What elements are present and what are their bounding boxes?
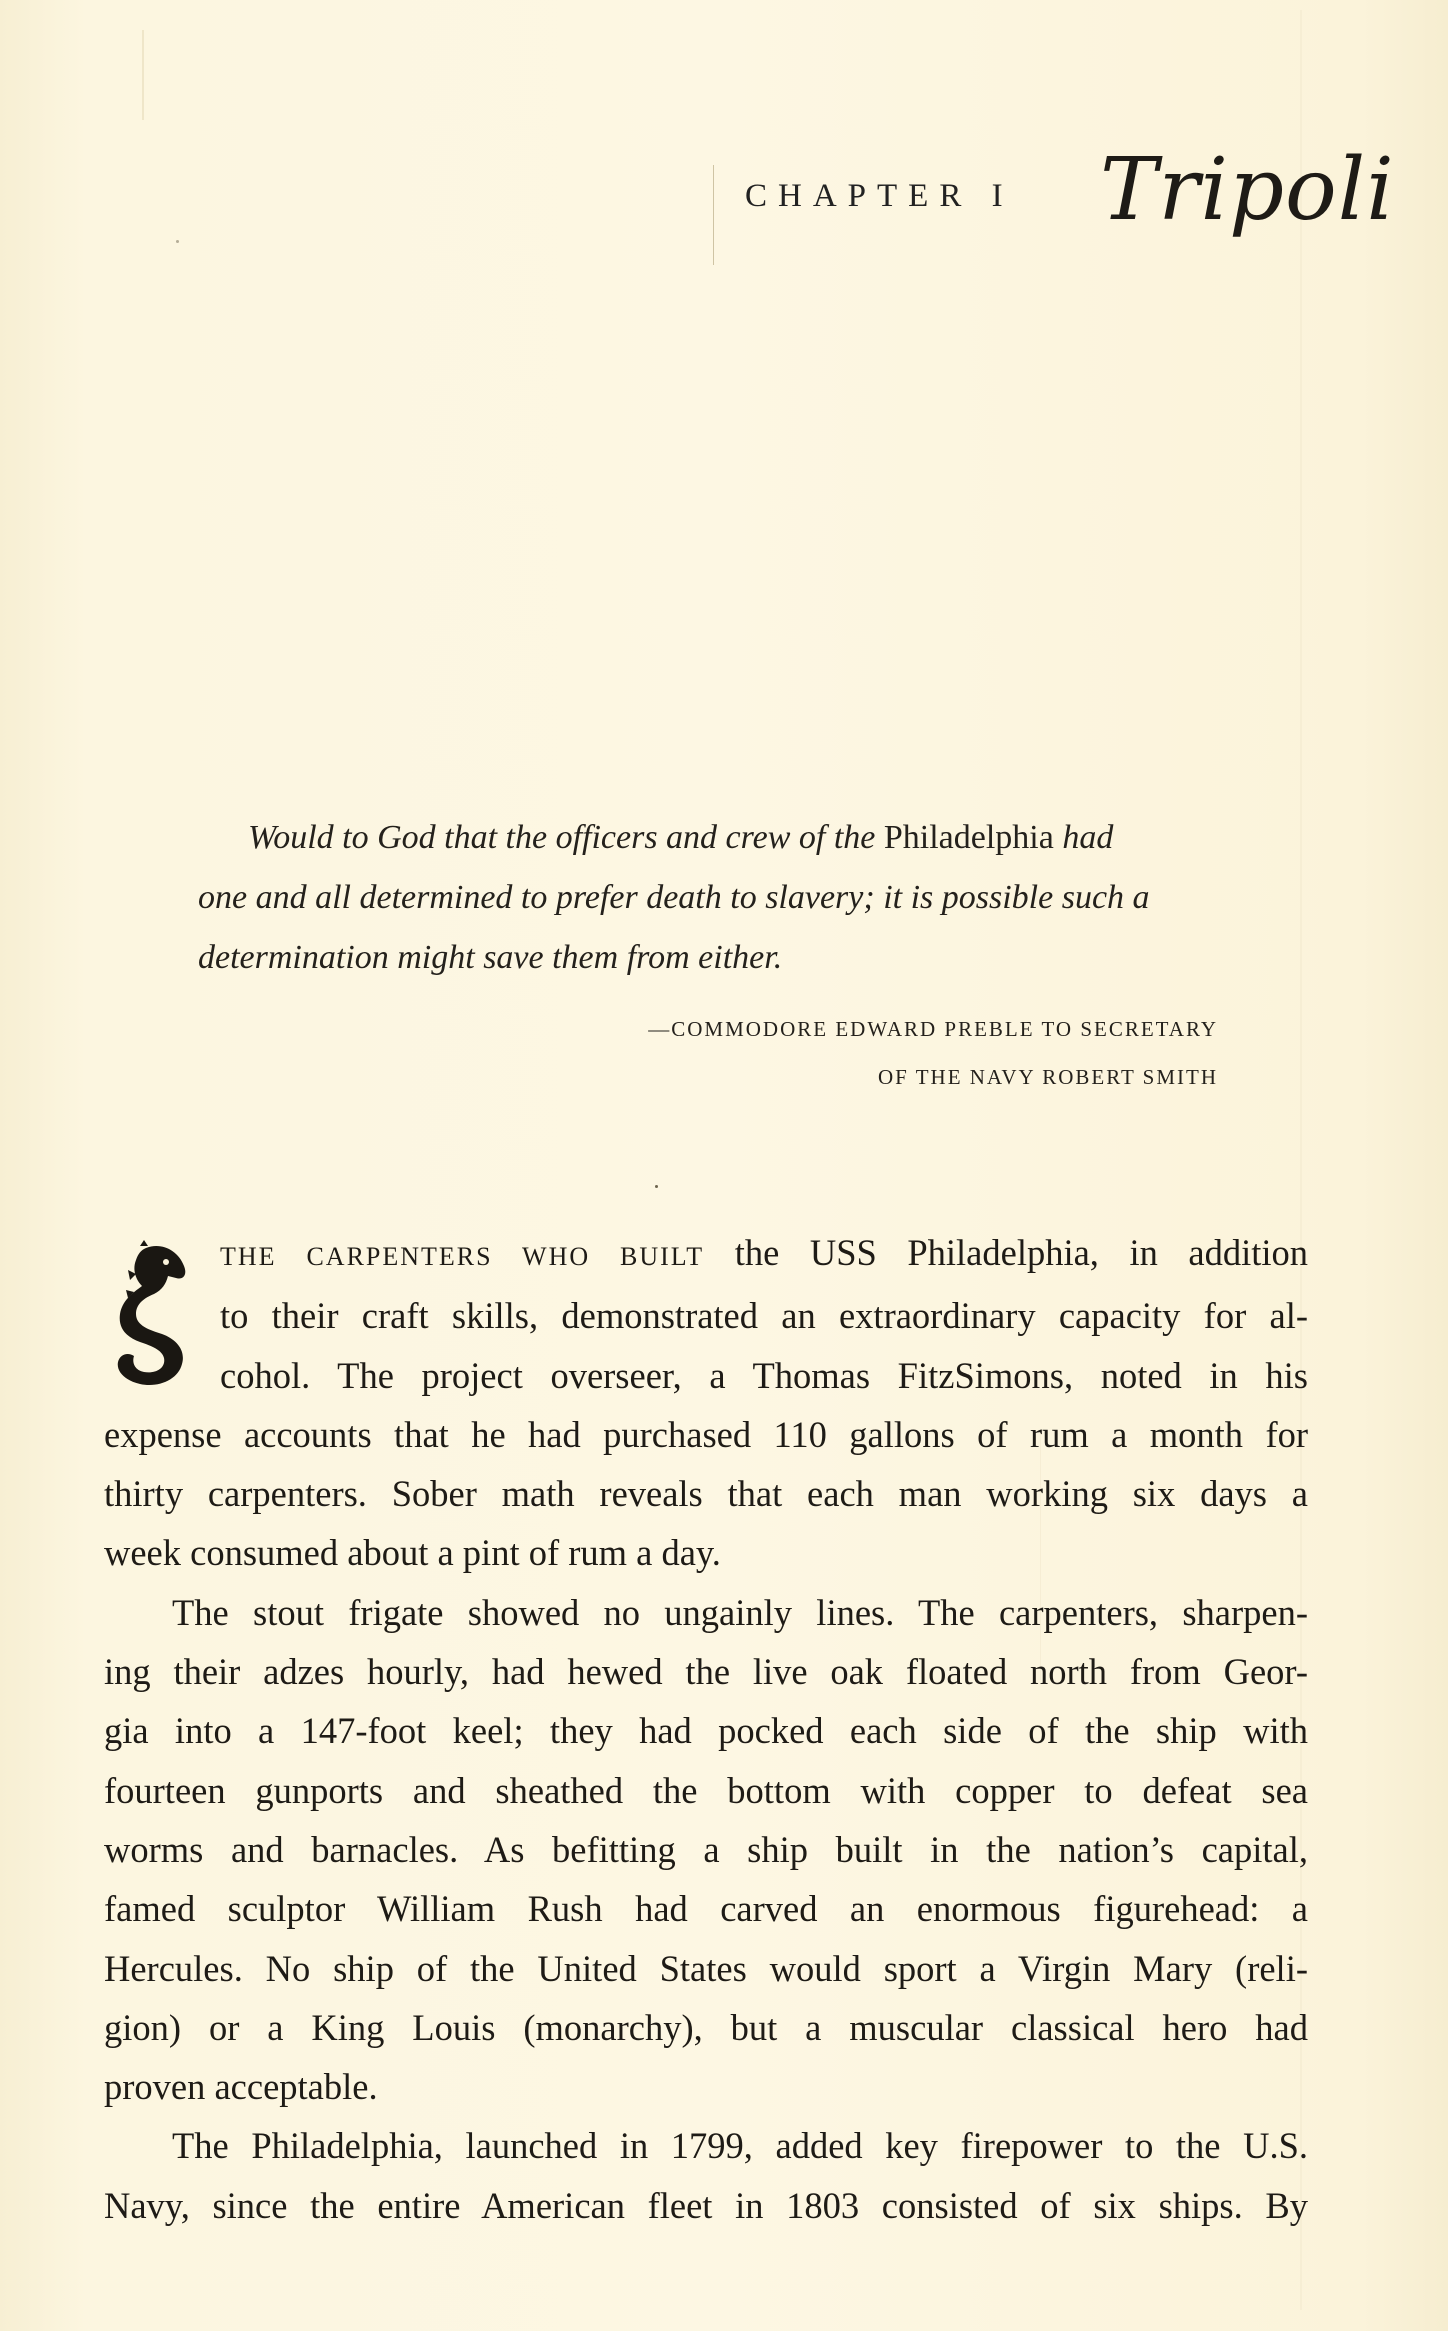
body-line: famed sculptor William Rush had carved an enormous figurehead: a (104, 1888, 1308, 1930)
epigraph-text: had (1053, 819, 1114, 856)
body-line: gia into a 147-foot keel; they had pocked each side of the ship with (104, 1710, 1308, 1752)
chapter-divider (713, 165, 714, 265)
body-line: The stout frigate showed no ungainly lines. The carpenters, sharpen- (172, 1591, 1308, 1633)
attribution-line: —COMMODORE EDWARD PREBLE TO SECRETARY (648, 1017, 1218, 1041)
body-line (104, 1223, 1308, 1286)
epigraph-line (198, 808, 1220, 868)
epigraph-text: Would to God that the officers and crew of the (248, 819, 884, 856)
epigraph-line: determination might save them from either. (198, 939, 783, 976)
epigraph (198, 808, 1220, 988)
body-line: gion) or a King Louis (monarchy), but a muscular classical hero had (104, 2006, 1308, 2048)
ink-speck (655, 1185, 658, 1188)
body-line: expense accounts that he had purchased 110 gallons of rum a month for (104, 1413, 1308, 1455)
body-line: to their craft skills, demonstrated an extraordinary capacity for al- (220, 1295, 1308, 1337)
body-line: proven acceptable. (104, 2066, 378, 2108)
chapter-title: Tripoli (1100, 140, 1395, 240)
body-line-text: the USS Philadelphia, in addition (704, 1232, 1308, 1273)
body-line: Hercules. No ship of the United States would sport a Virgin Mary (reli- (104, 1947, 1308, 1989)
paper-crease (142, 30, 144, 120)
body-line: thirty carpenters. Sober math reveals that each man working six days a (104, 1473, 1308, 1515)
epigraph-attribution (648, 1005, 1218, 1101)
epigraph-line: one and all determined to prefer death to slavery; it is possible such a (198, 879, 1150, 916)
body-text (104, 1223, 1308, 2235)
epigraph-ship-name: Philadelphia (883, 819, 1054, 856)
opening-smallcaps: THE CARPENTERS WHO BUILT (220, 1242, 705, 1271)
body-line: The Philadelphia, launched in 1799, added key firepower to the U.S. (172, 2125, 1308, 2167)
body-line: ing their adzes hourly, had hewed the live oak floated north from Geor- (104, 1651, 1308, 1693)
attribution-line: OF THE NAVY ROBERT SMITH (877, 1065, 1218, 1089)
body-line: fourteen gunports and sheathed the bottom with copper to defeat sea (104, 1769, 1308, 1811)
body-line: cohol. The project overseer, a Thomas FitzSimons, noted in his (220, 1354, 1308, 1396)
body-line: worms and barnacles. As befitting a ship built in the nation’s capital, (104, 1828, 1308, 1870)
ink-speck (176, 240, 179, 243)
body-line: week consumed about a pint of rum a day. (104, 1532, 721, 1574)
body-line: Navy, since the entire American fleet in 1803 consisted of six ships. By (104, 2184, 1308, 2226)
chapter-label: CHAPTER I (745, 178, 1014, 214)
